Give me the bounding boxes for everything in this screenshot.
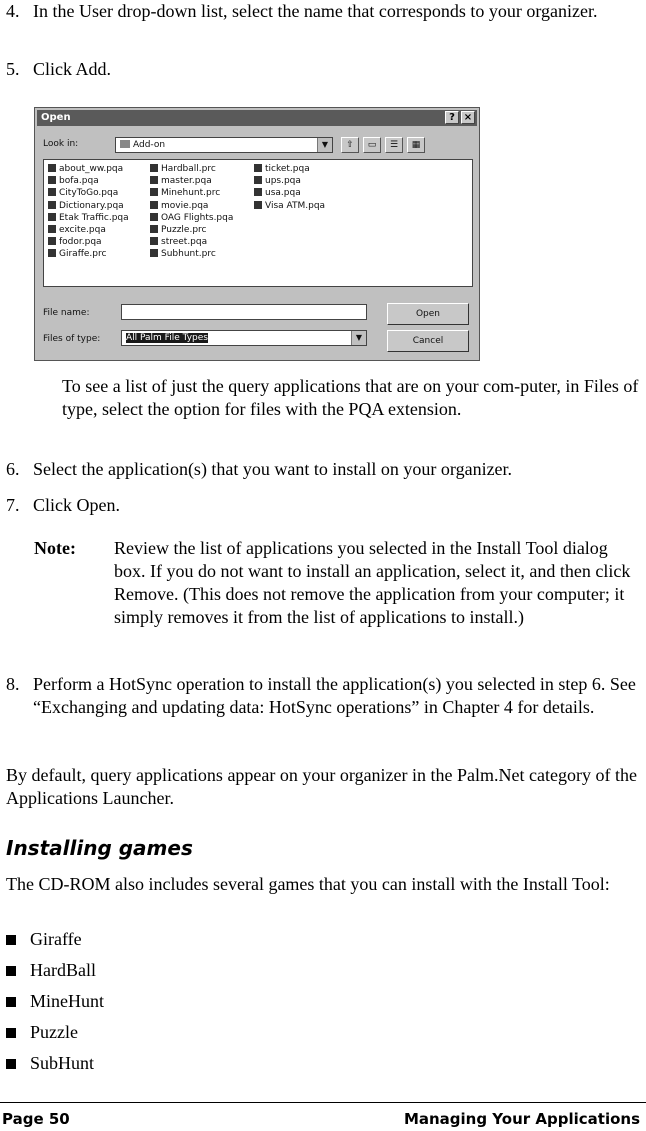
file-item[interactable] [150, 249, 233, 261]
chapter-title: Managing Your Applications [403, 1110, 640, 1128]
step-number: 6. [6, 459, 20, 479]
file-name: street.pqa [161, 237, 208, 248]
file-item[interactable] [254, 201, 325, 213]
file-column-2 [150, 164, 233, 262]
look-in-value: Add-on [133, 140, 166, 150]
file-icon [254, 176, 262, 184]
file-icon [150, 249, 158, 257]
file-item[interactable] [150, 176, 233, 188]
bullet-icon [6, 935, 16, 945]
step-number: 4. [6, 1, 20, 21]
step-5 [6, 58, 642, 81]
file-icon [150, 201, 158, 209]
file-icon [150, 237, 158, 245]
step-4 [6, 0, 642, 23]
step-6 [6, 458, 642, 481]
tip-text: To see a list of just the query applications that are on your com-puter, in Files of type, select the option for files with the PQA extension. [62, 376, 639, 419]
list-view-icon[interactable]: ☰ [385, 137, 403, 153]
file-item[interactable] [48, 201, 129, 213]
file-icon [48, 237, 56, 245]
step-text: In the User drop-down list, select the name that corresponds to your organizer. [33, 1, 598, 21]
file-icon [48, 176, 56, 184]
file-item[interactable] [254, 188, 325, 200]
cancel-button[interactable]: Cancel [387, 330, 469, 352]
open-dialog [34, 107, 480, 361]
chevron-down-icon[interactable]: ▼ [317, 138, 332, 152]
files-of-type-label: Files of type: [43, 334, 101, 344]
file-name: OAG Flights.pqa [161, 212, 234, 223]
list-item [6, 1021, 78, 1045]
file-item[interactable] [150, 213, 233, 225]
step-7 [6, 494, 642, 517]
step-text: Click Open. [33, 495, 120, 515]
file-name: excite.pqa [59, 224, 106, 235]
note-block [34, 537, 642, 629]
file-name: about_ww.pqa [59, 164, 124, 174]
file-name: master.pqa [161, 176, 212, 187]
file-name: bofa.pqa [59, 176, 99, 187]
dialog-title: Open [41, 112, 71, 123]
bullet-icon [6, 997, 16, 1007]
step-number: 5. [6, 59, 20, 79]
file-icon [254, 188, 262, 196]
close-button[interactable]: × [461, 111, 475, 124]
file-item[interactable] [254, 164, 325, 176]
note-label: Note: [34, 538, 76, 558]
file-name: Giraffe.prc [59, 249, 107, 260]
open-button[interactable]: Open [387, 303, 469, 325]
file-item[interactable] [48, 176, 129, 188]
folder-icon [120, 140, 130, 148]
file-item[interactable] [48, 213, 129, 225]
body-paragraph: By default, query applications appear on your organizer in the Palm.Net category of the Applications Launcher. [6, 765, 637, 808]
new-folder-icon[interactable]: ▭ [363, 137, 381, 153]
game-name: HardBall [30, 960, 96, 980]
file-item[interactable] [48, 237, 129, 249]
file-name: usa.pqa [265, 188, 301, 199]
file-item[interactable] [150, 237, 233, 249]
file-name: CityToGo.pqa [59, 188, 119, 199]
file-icon [48, 213, 56, 221]
step-text: Perform a HotSync operation to install the application(s) you selected in step 6. See “Exchanging and updating data: HotSync operations” in Chapter 4 for details. [33, 674, 636, 717]
file-icon [150, 164, 158, 172]
file-item[interactable] [48, 188, 129, 200]
file-name: Minehunt.prc [161, 188, 221, 199]
file-item[interactable] [254, 176, 325, 188]
file-item[interactable] [48, 249, 129, 261]
step-number: 7. [6, 495, 20, 515]
game-name: Giraffe [30, 929, 82, 949]
file-name: Visa ATM.pqa [265, 200, 326, 211]
file-item[interactable] [150, 201, 233, 213]
file-icon [48, 201, 56, 209]
file-icon [150, 188, 158, 196]
footer-rule [0, 1102, 646, 1103]
file-name: Subhunt.prc [161, 249, 216, 260]
file-icon [48, 225, 56, 233]
file-name: Puzzle.prc [161, 224, 207, 235]
help-button[interactable]: ? [445, 111, 459, 124]
file-column-3 [254, 164, 325, 213]
file-icon [48, 188, 56, 196]
dialog-titlebar [37, 110, 477, 126]
game-name: SubHunt [30, 1053, 95, 1073]
step-8 [6, 673, 642, 719]
step-number: 8. [6, 674, 20, 694]
files-of-type-value: All Palm File Types [126, 333, 208, 343]
game-name: MineHunt [30, 991, 104, 1011]
file-icon [150, 176, 158, 184]
files-of-type-select[interactable] [121, 330, 367, 346]
page-number: Page 50 [2, 1110, 70, 1128]
step-text: Select the application(s) that you want to install on your organizer. [33, 459, 513, 479]
bullet-icon [6, 966, 16, 976]
file-icon [48, 164, 56, 172]
file-name: Dictionary.pqa [59, 200, 124, 211]
look-in-combo[interactable] [115, 137, 333, 153]
file-icon [150, 213, 158, 221]
list-item [6, 990, 104, 1014]
note-text: Review the list of applications you selected in the Install Tool dialog box. If you do not want to install an application, select it, and then click Remove. (This does not remove the application from your computer; it simply removes it from the list of applications to install.) [114, 538, 631, 627]
game-name: Puzzle [30, 1022, 78, 1042]
list-item [6, 1052, 94, 1076]
list-item [6, 928, 82, 952]
file-name: movie.pqa [161, 200, 209, 211]
list-item [6, 959, 96, 983]
file-name-input[interactable] [121, 304, 367, 320]
file-icon [150, 225, 158, 233]
section-heading: Installing games [6, 836, 193, 860]
file-name: Etak Traffic.pqa [59, 212, 129, 223]
file-name: ticket.pqa [265, 164, 310, 174]
bullet-icon [6, 1028, 16, 1038]
file-name-label: File name: [43, 308, 90, 318]
bullet-icon [6, 1059, 16, 1069]
file-item[interactable] [48, 164, 129, 176]
file-icon [48, 249, 56, 257]
file-list [43, 159, 473, 287]
file-item[interactable] [150, 188, 233, 200]
details-view-icon[interactable]: ▦ [407, 137, 425, 153]
file-name: Hardball.prc [161, 164, 216, 174]
file-icon [254, 164, 262, 172]
file-item[interactable] [48, 225, 129, 237]
file-name: fodor.pqa [59, 237, 102, 248]
games-paragraph: The CD-ROM also includes several games that you can install with the Install Tool: [6, 874, 610, 894]
file-name: ups.pqa [265, 176, 301, 187]
look-in-label: Look in: [43, 139, 79, 149]
file-icon [254, 201, 262, 209]
step-text: Click Add. [33, 59, 112, 79]
up-folder-icon[interactable]: ⇧ [341, 137, 359, 153]
file-item[interactable] [150, 164, 233, 176]
file-column-1 [48, 164, 129, 262]
chevron-down-icon[interactable]: ▼ [351, 331, 366, 345]
file-item[interactable] [150, 225, 233, 237]
